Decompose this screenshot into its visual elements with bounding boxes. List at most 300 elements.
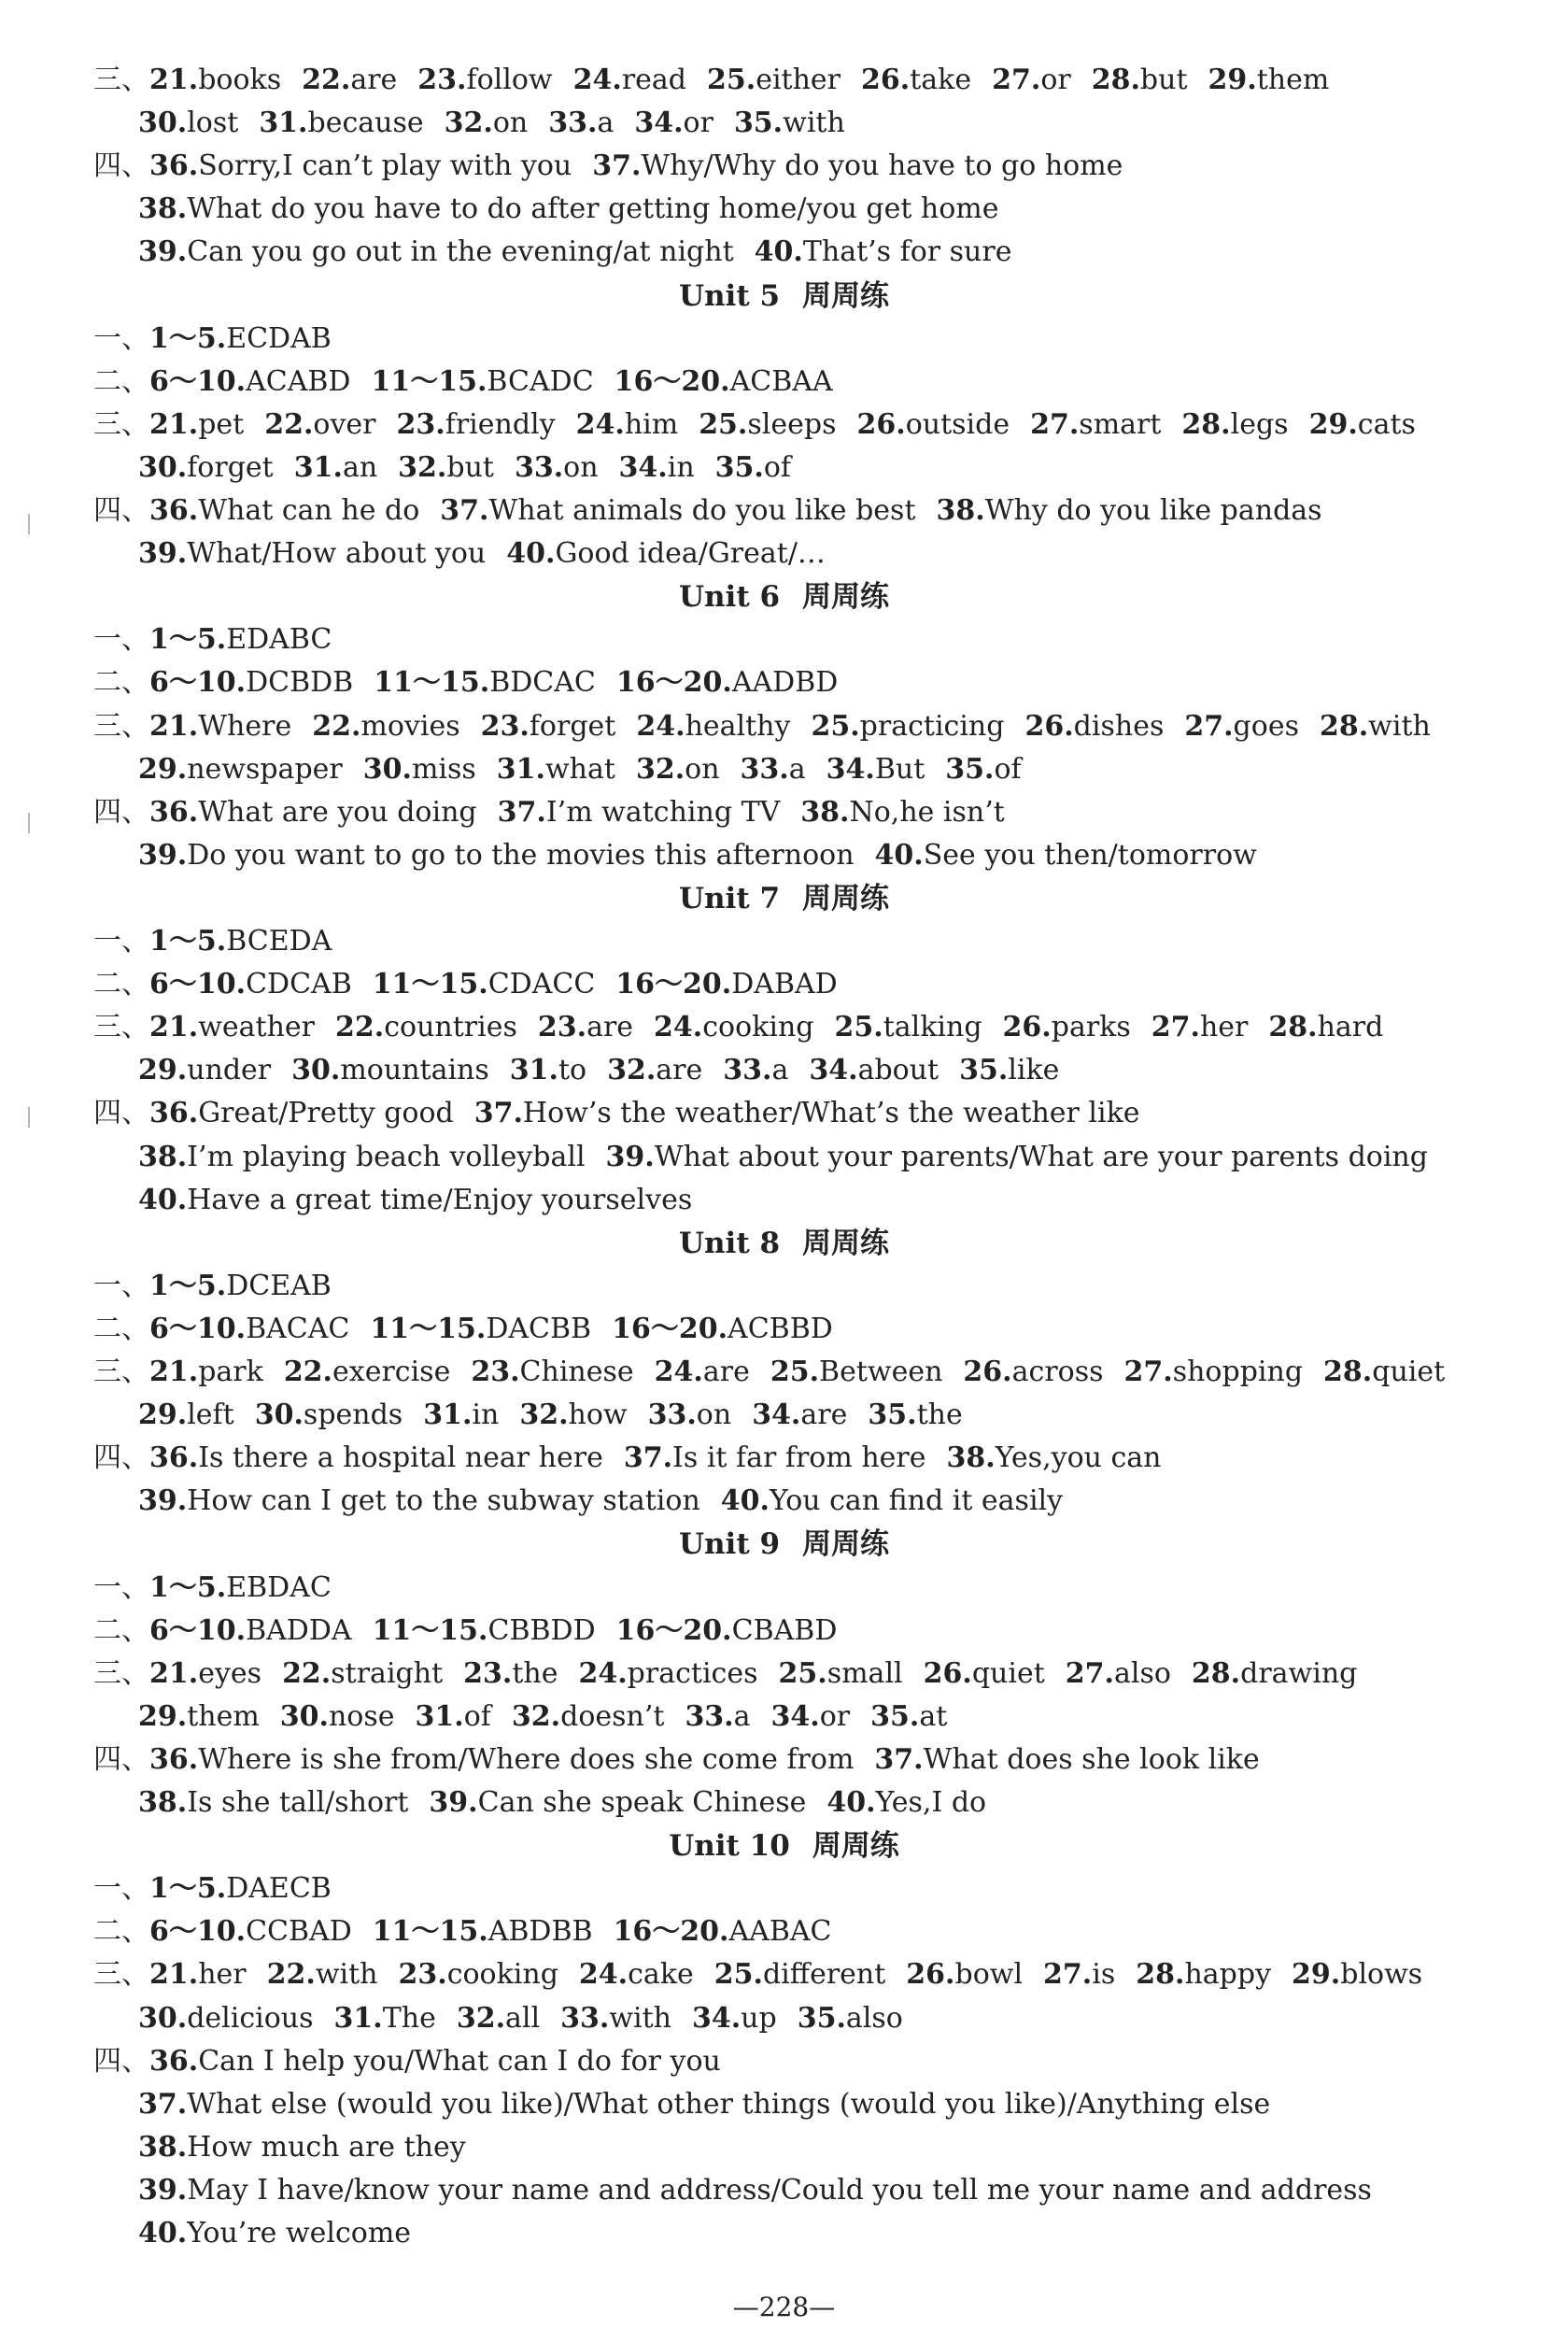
- answer-line: [0, 231, 1568, 274]
- answer-item: [861, 64, 971, 96]
- answer-text: them: [187, 1699, 260, 1733]
- answer-item: [1268, 1011, 1383, 1043]
- answer-item: [138, 537, 486, 570]
- answer-item: [947, 1441, 1162, 1474]
- answer-item: [302, 64, 397, 96]
- answer-item: [138, 1786, 408, 1819]
- answer-text: bowl: [954, 1958, 1024, 1992]
- answer-item: [1309, 408, 1416, 441]
- question-number: 22.: [302, 64, 351, 96]
- answer-text: What are you doing: [198, 795, 477, 829]
- answer-line: [0, 705, 1568, 748]
- answer-item: [138, 1054, 271, 1086]
- unit-title: Unit 9: [678, 1527, 781, 1562]
- answer-line: [0, 1308, 1568, 1351]
- question-number: 40.: [874, 838, 924, 872]
- answer-item: [149, 1872, 332, 1905]
- answer-text: are: [702, 1356, 750, 1388]
- answer-text: an: [342, 450, 378, 484]
- answer-text: on: [492, 106, 529, 140]
- section-marker: 二、: [93, 1613, 149, 1647]
- section-marker: 三、: [93, 407, 149, 441]
- answer-text: pet: [198, 407, 245, 441]
- answer-item: [811, 710, 1004, 743]
- question-number: 36.: [149, 494, 199, 527]
- answer-text: sleeps: [747, 407, 837, 441]
- unit-label: 周周练: [802, 1527, 890, 1562]
- answer-item: [874, 1743, 1259, 1776]
- answer-text: What can he do: [198, 494, 420, 527]
- question-number: 29.: [138, 752, 188, 786]
- question-number: 16～20.: [615, 1613, 732, 1647]
- question-number: 24.: [636, 709, 685, 743]
- answer-text: exercise: [332, 1356, 451, 1388]
- answer-item: [963, 1356, 1103, 1388]
- answer-item: [685, 1700, 750, 1733]
- answer-line: [0, 791, 1568, 834]
- question-number: 32.: [511, 1699, 561, 1733]
- answer-item: [498, 796, 781, 829]
- unit-label: 周周练: [802, 1226, 890, 1260]
- answer-text: also: [845, 2001, 903, 2035]
- answer-item: [506, 537, 826, 570]
- question-number: 38.: [800, 795, 850, 829]
- answer-item: [779, 1657, 903, 1690]
- question-number: 39.: [138, 1484, 188, 1518]
- answer-text: No,he isn’t: [849, 795, 1005, 829]
- question-number: 40.: [754, 235, 803, 269]
- answer-line: [0, 2212, 1568, 2255]
- question-number: 11～15.: [372, 1915, 488, 1949]
- answer-text: You’re welcome: [187, 2217, 412, 2250]
- answer-item: [138, 1141, 586, 1173]
- answer-item: [138, 235, 734, 268]
- answer-item: [714, 1958, 886, 1991]
- answer-item: [875, 839, 1257, 872]
- answer-item: [440, 494, 915, 527]
- question-number: 28.: [1319, 709, 1369, 743]
- answer-line: [0, 1394, 1568, 1437]
- answer-item: [592, 149, 1123, 182]
- question-number: 40.: [720, 1484, 770, 1518]
- answer-item: [397, 408, 556, 441]
- question-number: 34.: [809, 1054, 858, 1087]
- section-marker: 二、: [93, 666, 149, 700]
- question-number: 39.: [138, 235, 188, 269]
- question-number: 27.: [1123, 1356, 1173, 1388]
- answer-item: [149, 1270, 332, 1302]
- answer-text: What animals do you like best: [488, 494, 916, 527]
- answer-item: [741, 753, 806, 786]
- answer-item: [457, 2002, 540, 2035]
- question-number: 22.: [266, 1958, 316, 1992]
- question-number: 25.: [834, 1011, 883, 1044]
- answer-text: but: [1139, 64, 1188, 96]
- answer-text: Why do you like pandas: [984, 494, 1322, 527]
- question-number: 34.: [691, 2001, 742, 2035]
- question-number: 24.: [654, 1356, 703, 1388]
- question-number: 24.: [654, 1011, 703, 1044]
- answer-item: [579, 1958, 694, 1991]
- answer-text: The: [382, 2001, 436, 2035]
- answer-line: [0, 490, 1568, 532]
- answer-text: to: [558, 1054, 587, 1087]
- answer-text: BDCAC: [489, 666, 596, 700]
- question-number: 22.: [312, 709, 361, 743]
- answer-text: CBABD: [731, 1613, 838, 1647]
- answer-text: Yes,you can: [995, 1441, 1162, 1475]
- answer-item: [654, 1011, 813, 1043]
- answer-text: You can find it easily: [770, 1484, 1064, 1518]
- question-number: 32.: [519, 1398, 569, 1432]
- section-marker: 三、: [93, 1011, 149, 1044]
- unit-label: 周周练: [812, 1829, 899, 1864]
- question-number: 30.: [291, 1054, 341, 1087]
- section-marker: 四、: [93, 1097, 149, 1130]
- answer-text: How’s the weather/What’s the weather like: [522, 1097, 1140, 1130]
- answer-item: [1092, 64, 1188, 96]
- answer-line: [0, 188, 1568, 231]
- answer-text: BCEDA: [226, 925, 332, 958]
- question-number: 16～20.: [614, 364, 730, 398]
- answer-text: spends: [303, 1398, 403, 1432]
- answer-text: in: [667, 450, 695, 484]
- answer-item: [1323, 1356, 1445, 1388]
- question-number: 23.: [471, 1356, 520, 1388]
- question-number: 1～5.: [149, 623, 227, 657]
- answer-item: [149, 2045, 721, 2078]
- answer-text: blows: [1340, 1958, 1423, 1992]
- answer-item: [335, 1011, 517, 1043]
- answer-text: dishes: [1073, 709, 1165, 743]
- question-number: 34.: [618, 450, 668, 484]
- question-number: 38.: [138, 1786, 188, 1819]
- question-number: 32.: [444, 106, 493, 140]
- section-marker: 二、: [93, 968, 149, 1001]
- answer-line: [0, 2126, 1568, 2169]
- answer-text: BADDA: [246, 1613, 352, 1647]
- answer-item: [615, 968, 837, 1001]
- answer-text: read: [621, 64, 686, 96]
- answer-item: [416, 1700, 491, 1733]
- question-number: 31.: [415, 1699, 464, 1733]
- question-number: 26.: [923, 1656, 972, 1690]
- section-marker: 三、: [93, 64, 149, 96]
- question-number: 29.: [138, 1054, 188, 1087]
- question-number: 28.: [1136, 1958, 1185, 1992]
- question-number: 37.: [497, 795, 546, 829]
- answer-item: [294, 451, 377, 484]
- question-number: 36.: [149, 1097, 199, 1130]
- question-number: 21.: [149, 709, 199, 743]
- answer-item: [149, 666, 353, 699]
- question-number: 27.: [1184, 709, 1234, 743]
- answer-text: with: [609, 2001, 671, 2035]
- answer-item: [370, 1313, 591, 1345]
- answer-text: Is there a hospital near here: [198, 1441, 603, 1475]
- answer-item: [138, 451, 274, 484]
- answer-item: [149, 149, 572, 182]
- answer-item: [857, 408, 1010, 441]
- answer-text: Sorry,I can’t play with you: [198, 149, 572, 183]
- answer-line: [0, 748, 1568, 791]
- question-number: 31.: [293, 450, 343, 484]
- section-marker: 一、: [93, 1872, 149, 1906]
- question-number: 25.: [811, 709, 860, 743]
- answer-text: friendly: [445, 407, 556, 441]
- answer-text: Yes,I do: [875, 1786, 987, 1819]
- answer-text: with: [1368, 709, 1431, 743]
- answer-text: drawing: [1240, 1656, 1358, 1690]
- section-marker: 一、: [93, 1269, 149, 1302]
- answer-text: on: [696, 1398, 732, 1432]
- answer-item: [1192, 1657, 1357, 1690]
- question-number: 22.: [283, 1356, 333, 1388]
- unit-heading: [0, 575, 1568, 618]
- answer-item: [398, 1958, 558, 1991]
- answer-item: [519, 1398, 627, 1431]
- answer-text: her: [1199, 1011, 1249, 1044]
- question-number: 23.: [396, 407, 445, 441]
- answer-text: Can I help you/What can I do for you: [198, 2044, 721, 2078]
- answer-text: DABAD: [731, 968, 838, 1001]
- answer-item: [614, 1915, 832, 1948]
- question-number: 30.: [362, 752, 412, 786]
- answer-item: [1181, 408, 1288, 441]
- question-number: 11～15.: [370, 1312, 487, 1345]
- answer-item: [1066, 1657, 1171, 1690]
- question-number: 35.: [959, 1054, 1009, 1087]
- answer-item: [373, 1614, 596, 1647]
- unit-title: Unit 10: [669, 1829, 790, 1864]
- question-number: 11～15.: [371, 364, 487, 398]
- page-number: —228—: [732, 2292, 836, 2322]
- answer-item: [636, 710, 790, 743]
- question-number: 37.: [592, 149, 642, 183]
- question-number: 27.: [992, 64, 1041, 96]
- question-number: 21.: [149, 1011, 199, 1044]
- question-number: 28.: [1091, 64, 1140, 96]
- answer-item: [149, 925, 332, 958]
- answer-text: Why/Why do you have to go home: [641, 149, 1123, 183]
- answer-item: [429, 1786, 806, 1819]
- answer-item: [138, 2088, 1270, 2121]
- answer-item: [138, 1398, 234, 1431]
- question-number: 29.: [1208, 64, 1257, 96]
- answer-item: [149, 968, 352, 1001]
- answer-item: [149, 322, 332, 355]
- answer-text: of: [763, 450, 792, 484]
- answer-text: CBBDD: [487, 1613, 596, 1647]
- answer-item: [374, 666, 596, 699]
- margin-tick: [28, 514, 30, 534]
- question-number: 11～15.: [374, 666, 490, 700]
- answer-item: [1030, 408, 1161, 441]
- answer-text: EBDAC: [226, 1570, 332, 1604]
- answer-item: [619, 451, 695, 484]
- question-number: 23.: [480, 709, 530, 743]
- question-number: 24.: [578, 1958, 629, 1992]
- question-number: 27.: [1030, 407, 1080, 441]
- section-marker: 一、: [93, 321, 149, 355]
- question-number: 38.: [936, 494, 985, 527]
- answer-item: [149, 623, 332, 656]
- section-marker: 一、: [93, 1570, 149, 1604]
- answer-item: [423, 1398, 499, 1431]
- question-number: 24.: [578, 1656, 628, 1690]
- section-marker: 一、: [93, 623, 149, 657]
- unit-heading: [0, 1523, 1568, 1566]
- answer-text: I’m playing beach volleyball: [187, 1140, 586, 1173]
- answer-line: [0, 1092, 1568, 1135]
- answer-item: [138, 2217, 411, 2250]
- answer-text: mountains: [340, 1054, 489, 1087]
- answer-item: [149, 365, 350, 398]
- answer-text: them: [1256, 64, 1330, 96]
- answer-item: [607, 1054, 702, 1086]
- answer-line: [0, 661, 1568, 704]
- question-number: 33.: [740, 752, 789, 786]
- answer-text: What/How about you: [187, 537, 487, 571]
- answer-item: [497, 753, 615, 786]
- question-number: 39.: [429, 1786, 478, 1819]
- question-number: 28.: [1323, 1356, 1373, 1388]
- answer-line: [0, 102, 1568, 145]
- unit-heading: [0, 1222, 1568, 1265]
- question-number: 6～10.: [149, 1613, 247, 1647]
- question-number: 40.: [138, 1183, 188, 1216]
- answer-line: [0, 963, 1568, 1006]
- answer-text: but: [446, 450, 494, 484]
- section-marker: 三、: [93, 1356, 149, 1388]
- answer-item: [721, 1484, 1063, 1517]
- question-number: 35.: [714, 450, 764, 484]
- question-number: 36.: [149, 795, 199, 829]
- answer-item: [373, 968, 596, 1001]
- answer-item: [138, 1700, 260, 1733]
- answer-line: [0, 2169, 1568, 2212]
- answer-text: What else (would you like)/What other things (would you like)/Anything else: [187, 2087, 1271, 2121]
- answer-text: in: [472, 1398, 500, 1432]
- question-number: 39.: [138, 838, 188, 872]
- answer-text: Where: [198, 709, 292, 743]
- answer-item: [624, 1441, 926, 1474]
- answer-text: what: [545, 752, 615, 786]
- answer-item: [959, 1054, 1059, 1086]
- answer-text: are: [800, 1398, 848, 1432]
- unit-title: Unit 7: [678, 881, 781, 916]
- answer-item: [264, 408, 375, 441]
- answer-item: [826, 753, 925, 786]
- question-number: 33.: [723, 1054, 772, 1087]
- question-number: 28.: [1181, 407, 1231, 441]
- answer-text: ACBAA: [729, 364, 833, 398]
- answer-item: [945, 753, 1021, 786]
- question-number: 38.: [138, 1140, 188, 1173]
- question-number: 25.: [707, 64, 756, 96]
- answer-item: [538, 1011, 633, 1043]
- answer-text: are: [656, 1054, 703, 1087]
- answer-text: healthy: [685, 709, 791, 743]
- answer-line: [0, 1953, 1568, 1996]
- answer-item: [417, 64, 552, 96]
- section-marker: 四、: [93, 1742, 149, 1776]
- answer-text: a: [771, 1054, 789, 1087]
- answer-text: him: [624, 407, 679, 441]
- answer-text: DCEAB: [226, 1269, 332, 1302]
- section-marker: 三、: [93, 1656, 149, 1690]
- answer-text: CDCAB: [246, 968, 352, 1001]
- question-number: 40.: [826, 1786, 876, 1819]
- answer-item: [363, 753, 476, 786]
- answer-text: across: [1011, 1356, 1104, 1388]
- question-number: 30.: [138, 2001, 188, 2035]
- answer-item: [699, 408, 836, 441]
- answer-item: [149, 1958, 247, 1991]
- answer-line: [0, 447, 1568, 490]
- answer-text: Chinese: [519, 1356, 634, 1388]
- question-number: 25.: [778, 1656, 827, 1690]
- question-number: 32.: [607, 1054, 657, 1087]
- answer-text: over: [313, 407, 376, 441]
- answer-line: [0, 145, 1568, 188]
- answer-text: movies: [360, 709, 460, 743]
- answer-line: [0, 1179, 1568, 1222]
- answer-text: of: [463, 1699, 491, 1733]
- answer-text: ECDAB: [226, 321, 332, 355]
- answer-text: DAECB: [226, 1872, 332, 1906]
- answer-item: [291, 1054, 489, 1086]
- answer-item: [798, 2002, 903, 2035]
- answer-text: countries: [384, 1011, 517, 1044]
- question-number: 26.: [1024, 709, 1074, 743]
- answer-text: goes: [1233, 709, 1299, 743]
- answer-item: [398, 451, 494, 484]
- answer-line: [0, 1437, 1568, 1480]
- answer-item: [560, 2002, 671, 2035]
- answer-item: [138, 839, 855, 872]
- answer-item: [992, 64, 1071, 96]
- answer-text: forget: [529, 709, 616, 743]
- answer-item: [267, 1958, 378, 1991]
- answer-item: [312, 710, 459, 743]
- section-marker: 二、: [93, 1312, 149, 1345]
- answer-text: CDACC: [487, 968, 596, 1001]
- answer-text: parks: [1051, 1011, 1131, 1044]
- answer-text: or: [683, 106, 713, 140]
- answer-text: cooking: [702, 1011, 814, 1044]
- answer-text: different: [762, 1958, 886, 1992]
- question-number: 16～20.: [612, 1312, 728, 1345]
- answer-text: also: [1113, 1656, 1171, 1690]
- answer-text: park: [198, 1356, 263, 1388]
- answer-text: ACBBD: [727, 1312, 833, 1345]
- question-number: 25.: [713, 1958, 763, 1992]
- question-number: 23.: [537, 1011, 587, 1044]
- answer-text: is: [1092, 1958, 1116, 1992]
- answer-text: follow: [466, 64, 553, 96]
- section-marker: 四、: [93, 149, 149, 183]
- answer-text: May I have/know your name and address/Could you tell me your name and address: [187, 2173, 1372, 2207]
- answer-text: What do you have to do after getting home/you get home: [187, 192, 999, 226]
- answer-item: [606, 1141, 1428, 1173]
- answer-line: [0, 1867, 1568, 1910]
- answer-text: AABAC: [728, 1915, 832, 1949]
- answer-line: [0, 1610, 1568, 1653]
- question-number: 33.: [685, 1699, 734, 1733]
- answer-text: on: [685, 752, 720, 786]
- question-number: 34.: [826, 752, 875, 786]
